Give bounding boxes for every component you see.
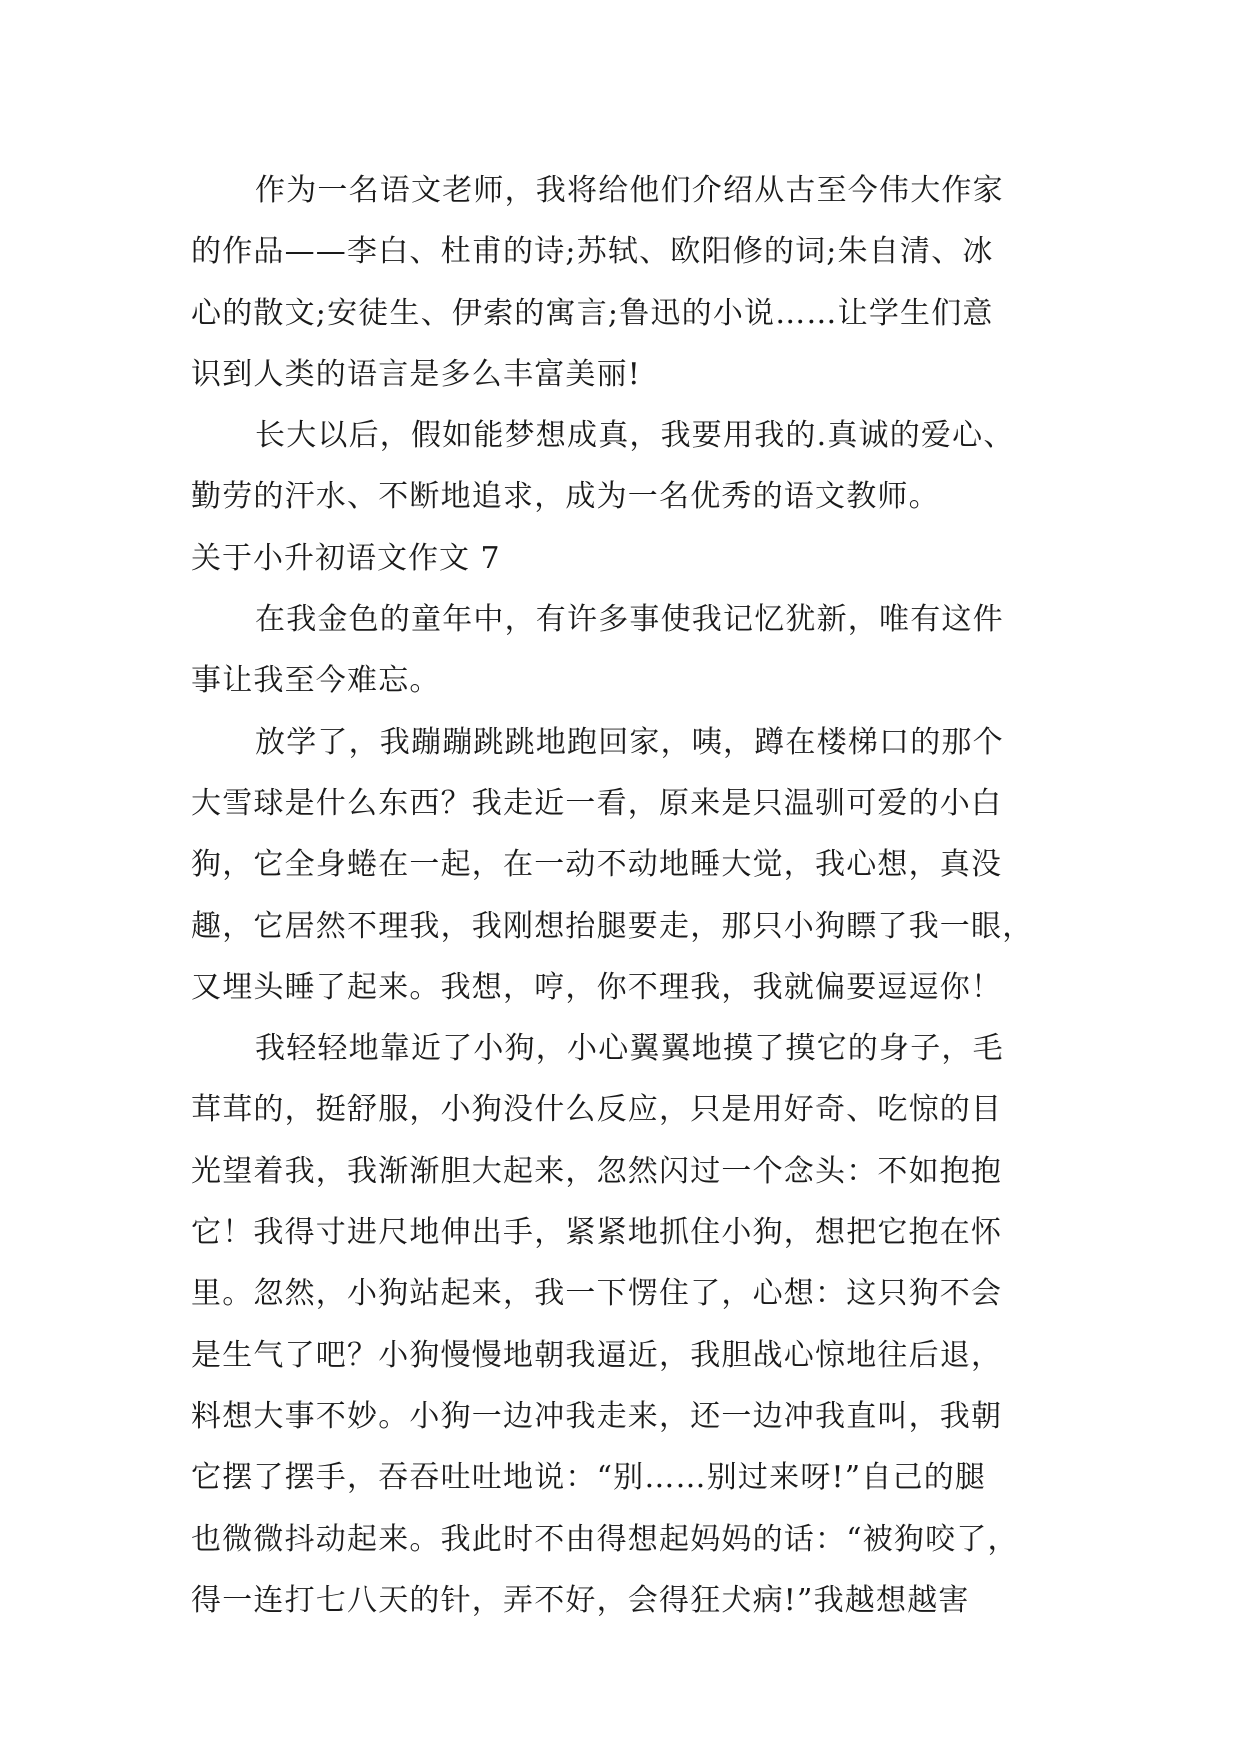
paragraph-line: 作为一名语文老师，我将给他们介绍从古至今伟大作家 — [255, 173, 1004, 208]
paragraph-line: 心的散文;安徒生、伊索的寓言;鲁迅的小说……让学生们意 — [191, 295, 994, 331]
paragraph-line: 识到人类的语言是多么丰富美丽! — [191, 356, 642, 392]
paragraph-line: 是生气了吧？小狗慢慢地朝我逼近，我胆战心惊地往后退， — [191, 1337, 1003, 1373]
paragraph-line: 光望着我，我渐渐胆大起来，忽然闪过一个念头：不如抱抱 — [191, 1153, 1003, 1189]
paragraph-line: 里。忽然，小狗站起来，我一下愣住了，心想：这只狗不会 — [191, 1276, 1003, 1312]
paragraph-line: 长大以后，假如能梦想成真，我要用我的.真诚的爱心、 — [255, 418, 1015, 454]
paragraph-line: 我轻轻地靠近了小狗，小心翼翼地摸了摸它的身子，毛 — [255, 1031, 1004, 1067]
paragraph-line: 也微微抖动起来。我此时不由得想起妈妈的话：“被狗咬了， — [191, 1521, 1019, 1557]
paragraph-line: 它！我得寸进尺地伸出手，紧紧地抓住小狗，想把它抱在怀 — [191, 1215, 1003, 1251]
paragraph-line: 料想大事不妙。小狗一边冲我走来，还一边冲我直叫，我朝 — [191, 1398, 1003, 1434]
document-body — [191, 160, 1051, 1631]
section-heading: 关于小升初语文作文 7 — [191, 540, 501, 576]
paragraph-line: 在我金色的童年中，有许多事使我记忆犹新，唯有这件 — [255, 602, 1004, 638]
paragraph-line: 得一连打七八天的针，弄不好，会得狂犬病!”我越想越害 — [191, 1582, 970, 1618]
paragraph-line: 勤劳的汗水、不断地追求，成为一名优秀的语文教师。 — [191, 479, 940, 515]
paragraph-line: 狗，它全身蜷在一起，在一动不动地睡大觉，我心想，真没 — [191, 847, 1003, 883]
paragraph-line: 的作品——李白、杜甫的诗;苏轼、欧阳修的词;朱自清、冰 — [191, 234, 994, 270]
paragraph-line: 茸茸的，挺舒服，小狗没什么反应，只是用好奇、吃惊的目 — [191, 1092, 1003, 1128]
paragraph-line: 事让我至今难忘。 — [191, 663, 441, 699]
paragraph-line: 大雪球是什么东西？我走近一看，原来是只温驯可爱的小白 — [191, 785, 1003, 821]
paragraph-line: 趣，它居然不理我，我刚想抬腿要走，那只小狗瞟了我一眼， — [191, 908, 1034, 944]
paragraph-line: 它摆了摆手，吞吞吐吐地说：“别……别过来呀!”自己的腿 — [191, 1460, 987, 1496]
paragraph-line: 放学了，我蹦蹦跳跳地跑回家，咦，蹲在楼梯口的那个 — [255, 724, 1004, 760]
paragraph-line: 又埋头睡了起来。我想，哼，你不理我，我就偏要逗逗你！ — [191, 969, 1003, 1005]
